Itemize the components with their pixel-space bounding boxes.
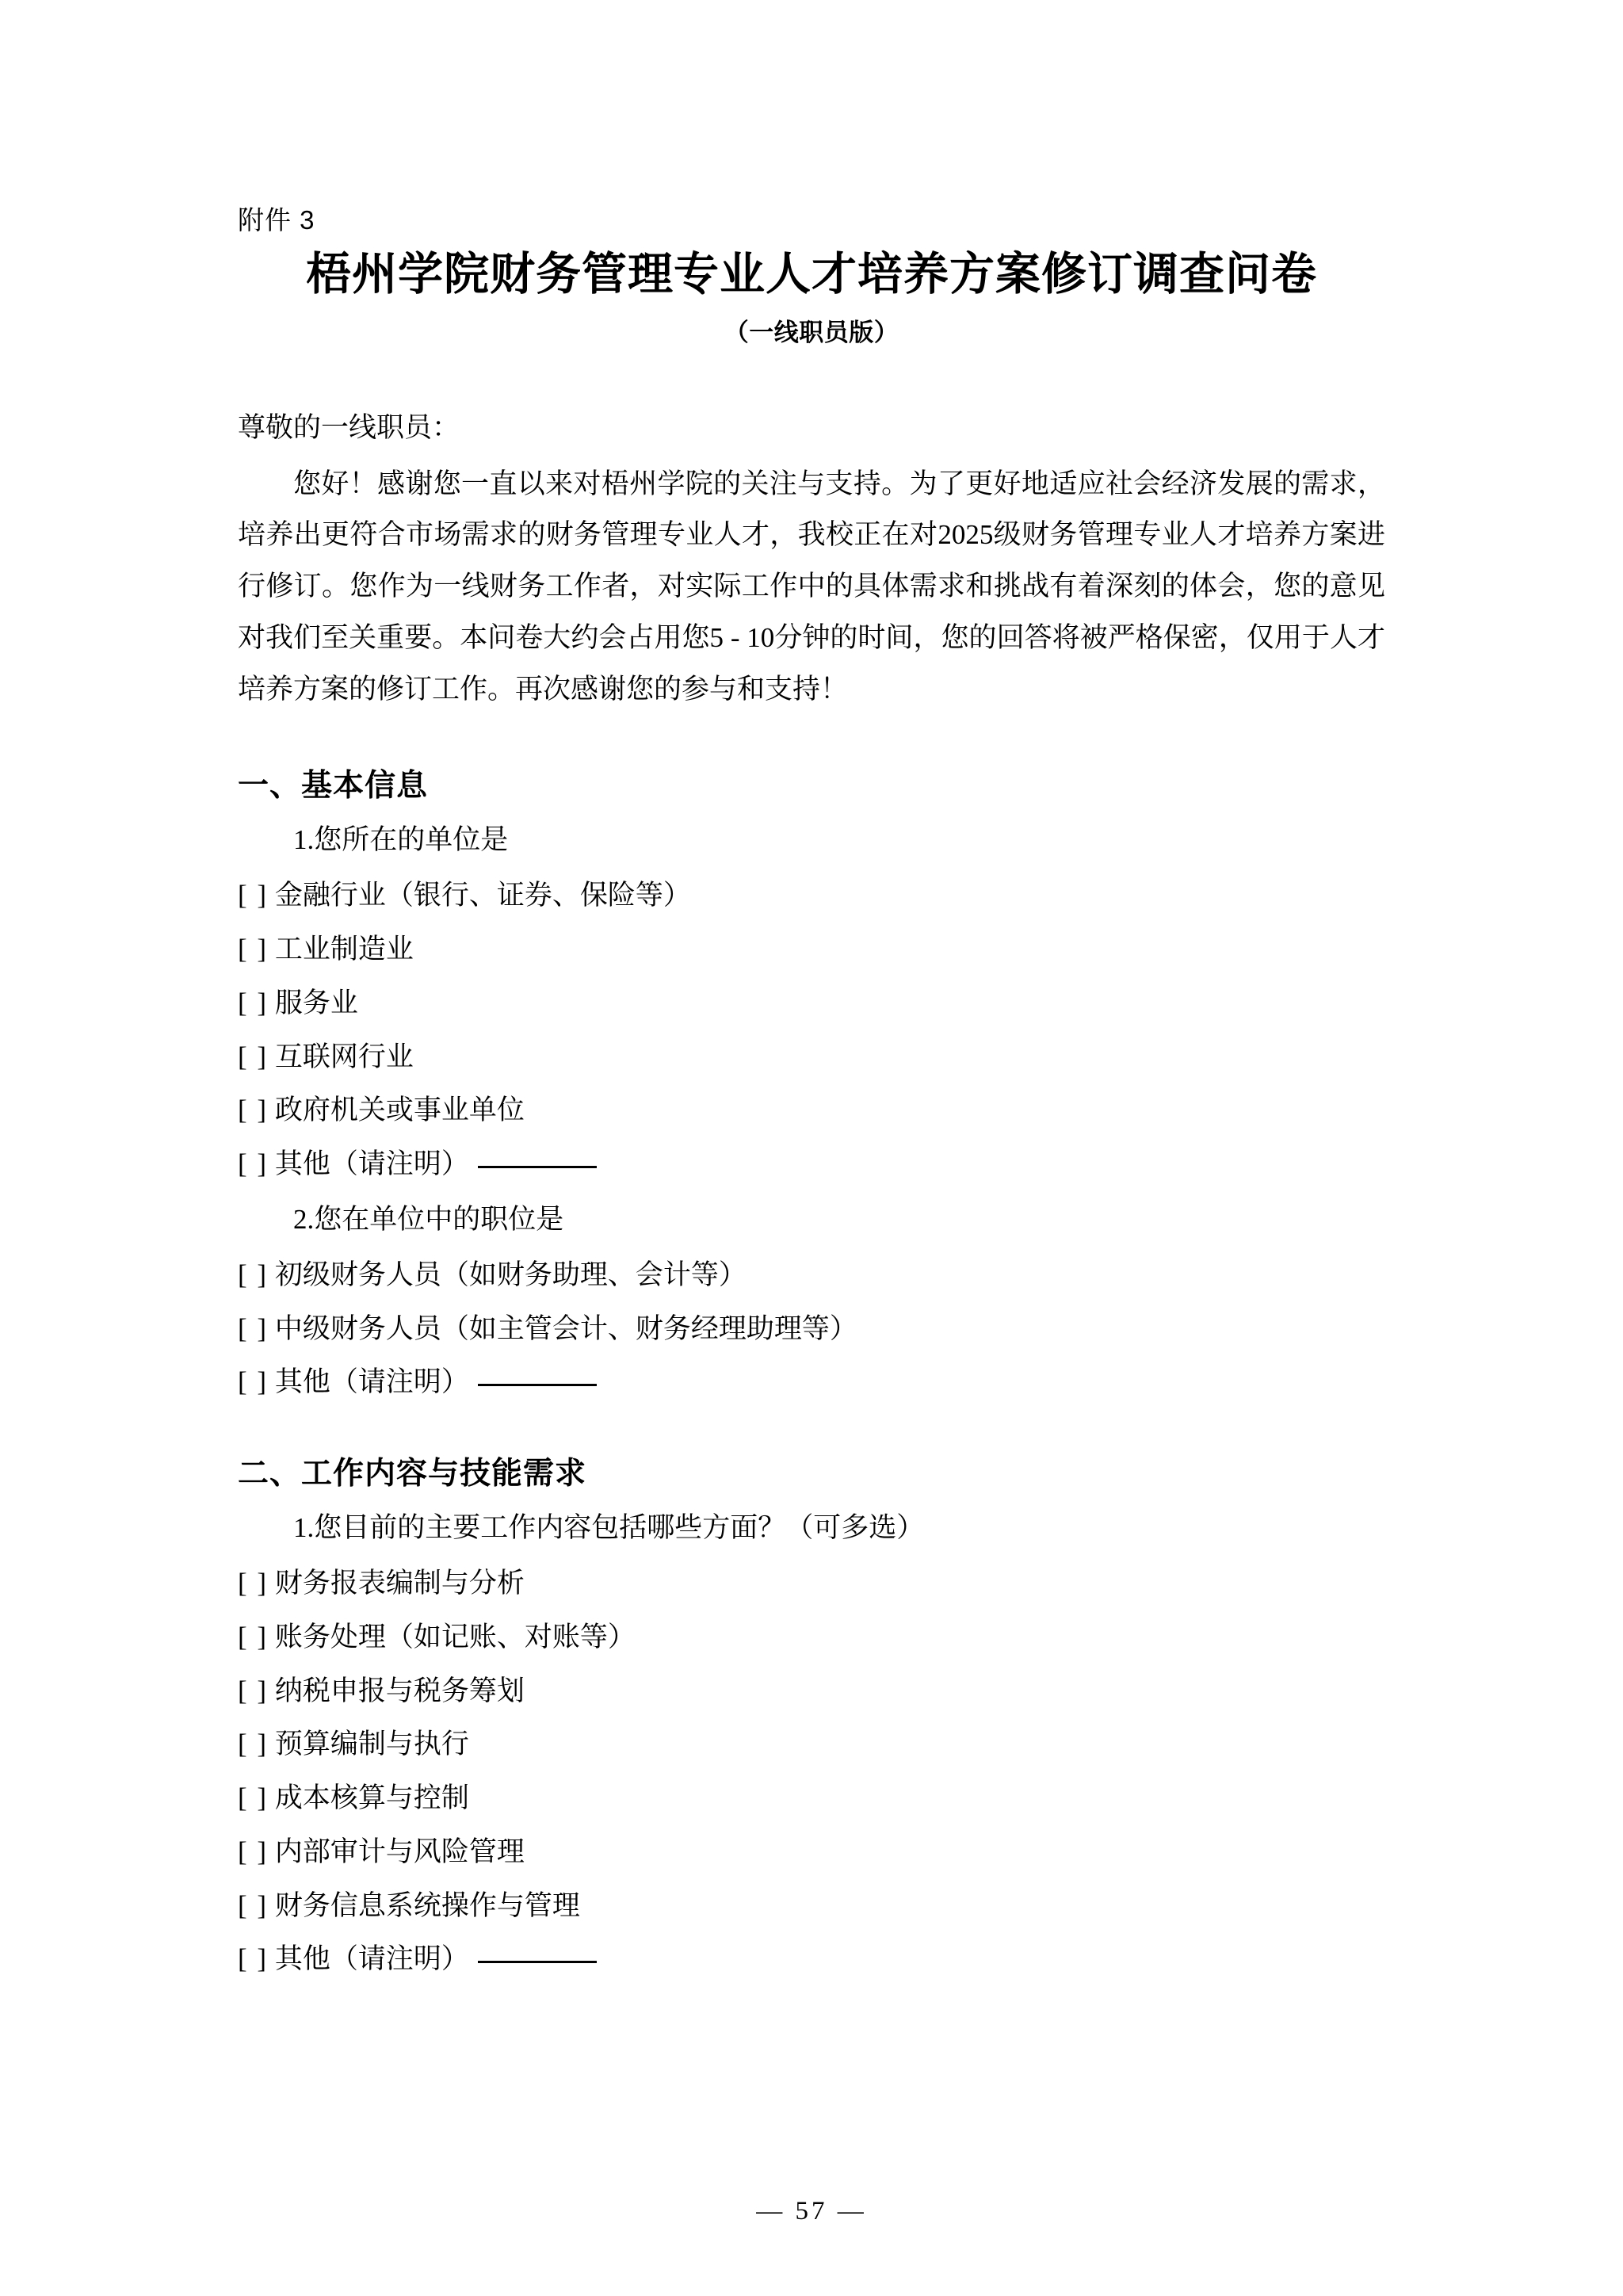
salutation: 尊敬的一线职员： <box>238 412 460 444</box>
option-tax-filing[interactable] <box>238 1671 1385 1712</box>
checkbox-icon[interactable]: [ ] <box>238 1889 269 1921</box>
checkbox-icon[interactable]: [ ] <box>238 1568 269 1599</box>
option-label: 互联网行业 <box>274 1041 414 1072</box>
fill-in-blank[interactable] <box>478 1383 597 1386</box>
document-subtitle: （一线职员版） <box>724 319 899 347</box>
checkbox-icon[interactable]: [ ] <box>238 1943 269 1975</box>
option-label: 其他（请注明） <box>274 1148 469 1180</box>
option-financial-information-system[interactable] <box>238 1886 1385 1927</box>
checkbox-icon[interactable]: [ ] <box>238 1312 269 1344</box>
checkbox-icon[interactable]: [ ] <box>238 1782 269 1814</box>
option-junior-finance-staff[interactable] <box>238 1255 1385 1296</box>
section-heading-basic-info: 一、基本信息 <box>238 769 429 804</box>
checkbox-icon[interactable]: [ ] <box>238 934 269 965</box>
checkbox-icon[interactable]: [ ] <box>238 880 269 911</box>
option-label: 预算编制与执行 <box>274 1729 469 1760</box>
checkbox-icon[interactable]: [ ] <box>238 1729 269 1760</box>
page-number: — 57 — <box>756 2197 867 2225</box>
option-government[interactable] <box>238 1091 1385 1131</box>
option-budgeting[interactable] <box>238 1725 1385 1765</box>
checkbox-icon[interactable]: [ ] <box>238 1148 269 1180</box>
option-label: 纳税申报与税务筹划 <box>274 1675 525 1706</box>
fill-in-blank[interactable] <box>478 1960 597 1963</box>
option-label: 工业制造业 <box>274 934 414 965</box>
option-other-unit[interactable] <box>238 1144 1385 1185</box>
checkbox-icon[interactable]: [ ] <box>238 1259 269 1290</box>
option-label: 金融行业（银行、证券、保险等） <box>274 880 691 911</box>
intro-paragraph: 您好！感谢您一直以来对梧州学院的关注与支持。为了更好地适应社会经济发展的需求，培养出更符合市场需求的财务管理专业人才，我校正在对2025级财务管理专业人才培养方案进行修订。您作为一线财务工作者，对实际工作中的具体需求和挑战有着深刻的体会，您的意见对我们至关重要。本问卷大约会占用您5 - 10分钟的时间，您的回答将被严格保密，仅用于人才培养方案的修订工作。再次感谢您的参与和支持！ <box>238 468 1385 705</box>
option-label: 中级财务人员（如主管会计、财务经理助理等） <box>274 1312 857 1344</box>
section-heading-work-skills: 二、工作内容与技能需求 <box>238 1457 587 1492</box>
option-bookkeeping[interactable] <box>238 1618 1385 1658</box>
checkbox-icon[interactable]: [ ] <box>238 1041 269 1072</box>
option-manufacturing[interactable] <box>238 930 1385 970</box>
page-title: 梧州学院财务管理专业人才培养方案修订调查问卷 <box>306 249 1317 300</box>
option-mid-finance-staff[interactable] <box>238 1309 1385 1350</box>
checkbox-icon[interactable]: [ ] <box>238 1836 269 1867</box>
option-label: 财务信息系统操作与管理 <box>274 1889 580 1921</box>
option-label: 其他（请注明） <box>274 1943 469 1975</box>
option-cost-accounting[interactable] <box>238 1778 1385 1819</box>
option-finance-industry[interactable] <box>238 876 1385 916</box>
option-other-work-content[interactable] <box>238 1939 1385 1980</box>
option-label: 初级财务人员（如财务助理、会计等） <box>274 1259 747 1290</box>
option-label: 财务报表编制与分析 <box>274 1568 525 1599</box>
checkbox-icon[interactable]: [ ] <box>238 987 269 1018</box>
fill-in-blank[interactable] <box>478 1165 597 1168</box>
attachment-label: 附件 3 <box>238 205 315 235</box>
question-1-2: 2.您在单位中的职位是 <box>293 1203 564 1235</box>
option-label: 其他（请注明） <box>274 1366 469 1398</box>
checkbox-icon[interactable]: [ ] <box>238 1675 269 1706</box>
option-other-position[interactable] <box>238 1362 1385 1403</box>
option-label: 政府机关或事业单位 <box>274 1095 525 1126</box>
checkbox-icon[interactable]: [ ] <box>238 1621 269 1652</box>
checkbox-icon[interactable]: [ ] <box>238 1366 269 1398</box>
question-2-1: 1.您目前的主要工作内容包括哪些方面？（可多选） <box>293 1512 925 1544</box>
option-internal-audit[interactable] <box>238 1832 1385 1873</box>
question-1-1: 1.您所在的单位是 <box>293 824 509 856</box>
checkbox-icon[interactable]: [ ] <box>238 1095 269 1126</box>
option-label: 服务业 <box>274 987 358 1018</box>
option-financial-statements[interactable] <box>238 1564 1385 1604</box>
option-label: 账务处理（如记账、对账等） <box>274 1621 636 1652</box>
option-internet-industry[interactable] <box>238 1037 1385 1078</box>
option-service-industry[interactable] <box>238 984 1385 1024</box>
option-label: 内部审计与风险管理 <box>274 1836 525 1867</box>
option-label: 成本核算与控制 <box>274 1782 469 1814</box>
